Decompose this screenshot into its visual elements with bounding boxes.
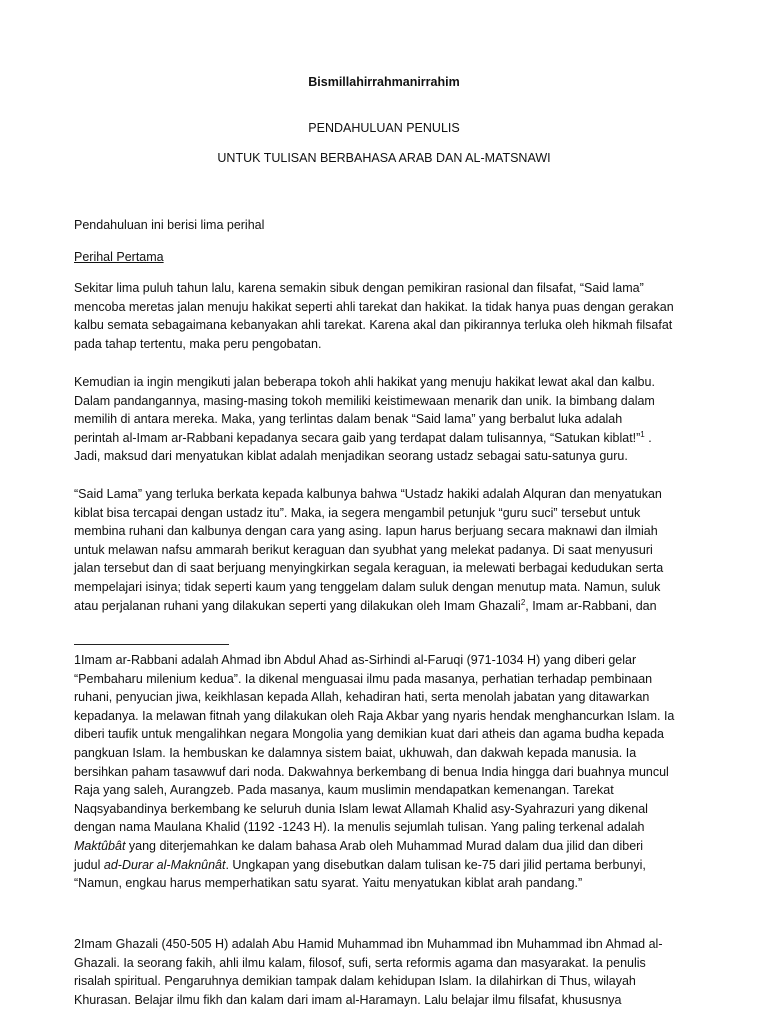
document-title: Bismillahirrahmanirrahim [308, 75, 460, 89]
intro-line: Pendahuluan ini berisi lima perihal [74, 218, 265, 232]
footnote-1-line [74, 856, 704, 875]
footnote-1-line: Raja yang saleh, Aurangzeb. Pada masanya, kaum muslimin mendapatkan kemenangan. Tarekat [74, 783, 614, 798]
footnote-2-line: 2Imam Ghazali (450-505 H) adalah Abu Hamid Muhammad ibn Muhammad ibn Muhammad ibn Ahmad al- [74, 937, 663, 951]
footnote-1-line: bersihkan paham tasawwuf dari noda. Dakwahnya berkembang di benua India hingga dari buahnya muncul [74, 764, 669, 779]
footnote-2-line: Ghazali. Ia seorang fakih, ahli ilmu kalam, filosof, sufi, serta reformis agama dan masyarakat. Ia penulis [74, 955, 646, 970]
footnote-1-line: Naqsyabandinya berkembang ke seluruh dunia Islam lewat Allamah Khalid asy-Syahrazuri yang dikenal [74, 801, 648, 816]
footnote-2-line: Khurasan. Belajar ilmu fikh dan kalam dari imam al-Haramayn. Lalu belajar ilmu filsafat, khususnya [74, 992, 622, 1007]
section-title: Perihal Pertama [74, 250, 164, 264]
footnote-2-line: risalah spiritual. Pengaruhnya demikian tampak dalam kehidupan Islam. Ia dilahirkan di Thus, wilayah [74, 974, 636, 989]
footnote-1-line: “Namun, engkau harus memperhatikan satu syarat. Yaitu menyatukan kiblat arah pandang.” [74, 876, 583, 891]
footnote-1-line: dengan nama Maulana Khalid (1192 -1243 H). Ia menulis sejumlah tulisan. Yang paling terkenal adalah [74, 820, 645, 835]
footnote-1-line: ruhani, penyucian jiwa, keikhlasan kepada Allah, kehadiran hati, serta menolah jabatan yang ditawarkan [74, 690, 650, 705]
paragraph-3-text: “Said Lama” yang terluka berkata kepada kalbunya bahwa “Ustadz hakiki adalah Alquran dan menyatukan kiblat bisa tercapai dengan ustadz itu”. Maka, ia segera mengambil petunjuk “guru suci” tersebut untuk membina ruhani dan kalbunya dengan cara yang asing. Iapun harus berjuang secara maknawi dan ilmiah untuk melawan nafsu ammarah berikut keraguan dan syubhat yang melekat padanya. Di saat menyusuri jalan tersebut dan di saat berjuang menyingkirkan segala keraguan, ia melewati berbagai kedudukan serta mempelajari isinya; tidak seperti kaum yang tenggelam dalam suluk dengan menutup mata. Namun, suluk [74, 487, 664, 594]
maktubat-title: Maktûbât [74, 838, 126, 853]
paragraph-3-last-a: atau perjalanan ruhani yang dilakukan seperti yang dilakukan oleh Imam Ghazali [74, 598, 521, 613]
footnote-1-line-11-rest: yang diterjemahkan ke dalam bahasa Arab oleh Muhammad Murad dalam dua jilid dan diberi [125, 838, 644, 853]
paragraph-2-end: . Jadi, maksud dari menyatukan kiblat adalah menjadikan seorang ustadz sebagai satu-satunya guru. [74, 430, 652, 464]
footnote-1-line-12-start: judul [74, 857, 104, 872]
footnote-ref-2: 2 [520, 597, 526, 607]
paragraph-2 [74, 373, 704, 466]
footnote-1-line: diberi taufik untuk mengalihkan negara Mongolia yang demikian kuat dari atheis dan agama budha kepada [74, 727, 664, 742]
paragraph-2-text: Kemudian ia ingin mengikuti jalan beberapa tokoh ahli hakikat yang menuju hakikat lewat akal dan kalbu. Dalam pandangannya, masing-masing tokoh memiliki keistimewaan menarik dan unik. Ia bimbang dalam memilih di antara mereka. Maka, yang terlintas dalam benak “Said lama” yang berbalut luka adalah perintah al-Imam ar-Rabbani kepadanya secara gaib yang terdapat dalam tulisannya, “Satukan kiblat!” [74, 375, 655, 445]
heading-pendahuluan: PENDAHULUAN PENULIS [308, 121, 460, 135]
heading-untuk-tulisan: UNTUK TULISAN BERBAHASA ARAB DAN AL-MATSNAWI [217, 151, 551, 165]
ad-durar-title: ad-Durar al-Maknûnât [103, 857, 226, 872]
footnote-separator [74, 644, 229, 645]
paragraph-3-last-b: , Imam ar-Rabbani, dan [525, 598, 657, 613]
footnote-1-line [74, 837, 704, 856]
footnote-1-line: kepadanya. Ia melawan fitnah yang dilakukan oleh Raja Akbar yang nyaris hendak menghancurkan Islam. Ia [74, 708, 675, 723]
footnote-1-line: 1Imam ar-Rabbani adalah Ahmad ibn Abdul Ahad as-Sirhindi al-Faruqi (971-1034 H) yang diberi gelar [74, 653, 637, 667]
paragraph-3 [74, 485, 704, 615]
footnote-1-line-12-rest: . Ungkapan yang disebutkan dalam tulisan ke-75 dari jilid pertama berbunyi, [225, 857, 646, 872]
footnote-1-line: “Pembaharu milenium kedua”. Ia dikenal menguasai ilmu pada masanya, perhatian terhadap pembinaan [74, 671, 653, 686]
footnote-1-line: pangkuan Islam. Ia hembuskan ke dalamnya sistem baiat, ukhuwah, dan dakwah kepada manusia. Ia [74, 745, 637, 760]
paragraph-1: Sekitar lima puluh tahun lalu, karena semakin sibuk dengan pemikiran rasional dan filsafat, “Said lama” mencoba meretas jalan menuju hakikat seperti ahli tarekat dan hakikat. Ia tidak hanya puas dengan gerakan kalbu semata sebagaimana kebanyakan ahli tarekat. Karena akal dan pikirannya terluka oleh hikmah filsafat pada tahap tertentu, maka peru pengobatan. [74, 281, 674, 351]
footnote-ref-1: 1 [640, 429, 645, 439]
footnote-2 [74, 935, 704, 1009]
footnote-1 [74, 651, 704, 893]
